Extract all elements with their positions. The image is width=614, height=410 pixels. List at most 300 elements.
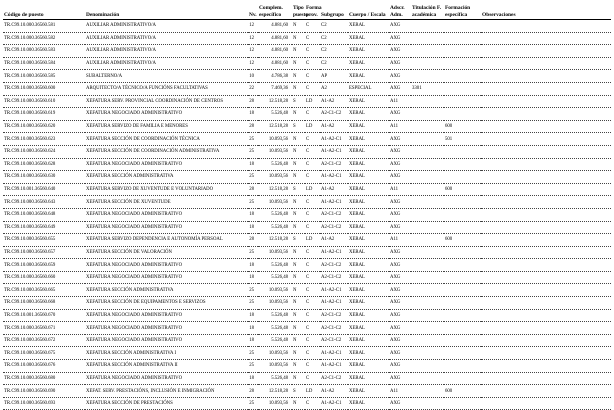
cell-titulacion	[411, 347, 444, 360]
cell-tipo: N	[292, 108, 305, 121]
cell-titulacion	[411, 95, 444, 108]
table-row	[3, 397, 611, 410]
cell-complemento: 5.526,48	[258, 334, 292, 347]
cell-nivel: 18	[248, 108, 258, 121]
cell-complemento: 10.093,56	[258, 397, 292, 410]
cell-subgrupo: A1-A2-C1	[320, 171, 348, 184]
cell-formacion	[444, 372, 481, 385]
cell-cuerpo: XERAL	[348, 57, 389, 70]
cell-complemento: 10.093,56	[258, 171, 292, 184]
cell-nivel: 18	[248, 271, 258, 284]
cell-subgrupo: A2-C1-C2	[320, 334, 348, 347]
table-row	[3, 133, 611, 146]
cell-complemento: 12.518,28	[258, 183, 292, 196]
cell-observaciones	[481, 397, 611, 410]
cell-codigo: TR.C99.10.000.36560.619	[3, 108, 85, 121]
cell-formacion	[444, 259, 481, 272]
cell-complemento: 4.881,60	[258, 20, 292, 33]
cell-denominacion: XEFATURA NEGOCIADO ADMINISTRATIVO	[85, 221, 248, 234]
table-row	[3, 171, 611, 184]
cell-codigo: TR.C99.10.001.36560.640	[3, 183, 85, 196]
cell-denominacion: XEFATURA SERVIZO DEPENDENCIA E AUTONOMÍA PERSOAL	[85, 234, 248, 247]
cell-forma: C	[305, 246, 320, 259]
table-row	[3, 208, 611, 221]
cell-adscripcion: AXG	[389, 32, 411, 45]
cell-forma: C	[305, 20, 320, 33]
cell-adscripcion: AXG	[389, 271, 411, 284]
cell-codigo: TR.C99.10.000.36560.675	[3, 347, 85, 360]
cell-forma: C	[305, 145, 320, 158]
cell-tipo: N	[292, 360, 305, 373]
cell-forma: C	[305, 360, 320, 373]
cell-codigo: TR.C99.10.000.36560.583	[3, 45, 85, 58]
cell-cuerpo: XERAL	[348, 196, 389, 209]
cell-forma: C	[305, 309, 320, 322]
cell-observaciones	[481, 145, 611, 158]
table-row	[3, 297, 611, 310]
cell-nivel: 28	[248, 120, 258, 133]
cell-subgrupo: A2-C1-C2	[320, 158, 348, 171]
cell-nivel: 25	[248, 171, 258, 184]
cell-nivel: 25	[248, 196, 258, 209]
cell-denominacion: ARQUITECTO/A TÉCNICO/A FUNCIÓNS FACULTATIVAS	[85, 82, 248, 95]
cell-titulacion	[411, 334, 444, 347]
cell-forma: LD	[305, 234, 320, 247]
cell-titulacion	[411, 309, 444, 322]
cell-denominacion: AUXILIAR ADMINISTRATIVO/A	[85, 57, 248, 70]
cell-titulacion	[411, 322, 444, 335]
cell-tipo: N	[292, 309, 305, 322]
cell-denominacion: XEFATURA SECCIÓN DE EQUIPAMENTOS E SERVIZOS	[85, 297, 248, 310]
cell-adscripcion: AXG	[389, 221, 411, 234]
cell-subgrupo: A1-A2	[320, 95, 348, 108]
cell-formacion: 600	[444, 183, 481, 196]
cell-nivel: 25	[248, 284, 258, 297]
cell-observaciones	[481, 221, 611, 234]
cell-nivel: 28	[248, 234, 258, 247]
cell-cuerpo: XERAL	[348, 221, 389, 234]
table-row	[3, 32, 611, 45]
cell-nivel: 12	[248, 57, 258, 70]
cell-cuerpo: XERAL	[348, 183, 389, 196]
cell-subgrupo: A2-C1-C2	[320, 271, 348, 284]
cell-tipo: N	[292, 158, 305, 171]
cell-cuerpo: XERAL	[348, 133, 389, 146]
cell-forma: C	[305, 57, 320, 70]
table-row	[3, 196, 611, 209]
table-row	[3, 271, 611, 284]
cell-cuerpo: XERAL	[348, 271, 389, 284]
cell-observaciones	[481, 32, 611, 45]
cell-denominacion: XEFATURA SERVIZO DE FAMILIA E MENORES	[85, 120, 248, 133]
cell-titulacion	[411, 171, 444, 184]
cell-denominacion: XEFATURA SECCIÓN DE COORDINACIÓN ADMINISTRATIVA	[85, 145, 248, 158]
cell-formacion	[444, 284, 481, 297]
cell-observaciones	[481, 158, 611, 171]
cell-codigo: TR.C99.10.000.36560.620	[3, 120, 85, 133]
cell-subgrupo: A1-A2-C1	[320, 284, 348, 297]
cell-formacion	[444, 196, 481, 209]
cell-nivel: 18	[248, 221, 258, 234]
cell-denominacion: AUXILIAR ADMINISTRATIVO/A	[85, 20, 248, 33]
cell-adscripcion: A11	[389, 234, 411, 247]
cell-denominacion: XEFATURA NEGOCIADO ADMINISTRATIVO	[85, 158, 248, 171]
header-denominacion: Denominación	[85, 0, 248, 20]
cell-nivel: 28	[248, 385, 258, 398]
cell-tipo: N	[292, 372, 305, 385]
cell-tipo: N	[292, 20, 305, 33]
cell-denominacion: XEFATURA SECCIÓN DE PRESTACIÓNS	[85, 397, 248, 410]
cell-forma: C	[305, 171, 320, 184]
cell-adscripcion: AXG	[389, 45, 411, 58]
cell-formacion: 501	[444, 133, 481, 146]
cell-titulacion	[411, 385, 444, 398]
cell-codigo: TR.C99.10.000.36560.643	[3, 196, 85, 209]
cell-cuerpo: XERAL	[348, 234, 389, 247]
cell-observaciones	[481, 95, 611, 108]
cell-cuerpo: XERAL	[348, 208, 389, 221]
cell-adscripcion: A11	[389, 385, 411, 398]
cell-denominacion: XEFATURA SERV. PROVINCIAL COORDINACIÓN DE CENTROS	[85, 95, 248, 108]
cell-formacion	[444, 271, 481, 284]
table-body	[3, 20, 611, 410]
cell-complemento: 4.786,38	[258, 70, 292, 83]
cell-cuerpo: XERAL	[348, 372, 389, 385]
cell-forma: C	[305, 82, 320, 95]
cell-complemento: 10.093,56	[258, 360, 292, 373]
cell-formacion	[444, 360, 481, 373]
header-observaciones: Observaciones	[481, 0, 611, 20]
cell-subgrupo: A1-A2-C1	[320, 360, 348, 373]
cell-cuerpo: XERAL	[348, 45, 389, 58]
cell-subgrupo: AP	[320, 70, 348, 83]
header-titulacion: Titulación F. académica	[411, 0, 444, 20]
cell-titulacion	[411, 221, 444, 234]
cell-cuerpo: XERAL	[348, 171, 389, 184]
table-row	[3, 334, 611, 347]
cell-tipo: N	[292, 322, 305, 335]
cell-codigo: TR.C99.10.000.36560.690	[3, 385, 85, 398]
cell-codigo: TR.C99.10.000.36560.657	[3, 246, 85, 259]
cell-complemento: 5.526,48	[258, 372, 292, 385]
cell-adscripcion: AXG	[389, 57, 411, 70]
cell-nivel: 18	[248, 372, 258, 385]
cell-denominacion: AUXILIAR ADMINISTRATIVO/A	[85, 45, 248, 58]
cell-denominacion: XEFAT. SERV. PRESTACIÓNS, INCLUSIÓN E INMIGRACIÓN	[85, 385, 248, 398]
cell-titulacion	[411, 32, 444, 45]
cell-codigo: TR.C99.10.001.36560.670	[3, 309, 85, 322]
table-row	[3, 246, 611, 259]
cell-nivel: 18	[248, 334, 258, 347]
cell-formacion	[444, 221, 481, 234]
cell-subgrupo: C2	[320, 20, 348, 33]
cell-formacion	[444, 57, 481, 70]
cell-codigo: TR.C99.10.000.36560.623	[3, 133, 85, 146]
cell-subgrupo: A2-C1-C2	[320, 309, 348, 322]
table-row	[3, 120, 611, 133]
cell-denominacion: XEFATURA NEGOCIADO ADMINISTRATIVO	[85, 309, 248, 322]
cell-complemento: 10.093,56	[258, 297, 292, 310]
cell-nivel: 25	[248, 246, 258, 259]
cell-adscripcion: AXG	[389, 145, 411, 158]
cell-adscripcion: AXG	[389, 372, 411, 385]
cell-complemento: 10.093,56	[258, 284, 292, 297]
cell-forma: C	[305, 45, 320, 58]
cell-cuerpo: XERAL	[348, 158, 389, 171]
cell-observaciones	[481, 20, 611, 33]
cell-complemento: 5.526,48	[258, 309, 292, 322]
cell-codigo: TR.C99.10.000.36560.665	[3, 284, 85, 297]
cell-denominacion: SUBALTERNO/A	[85, 70, 248, 83]
cell-titulacion: 3301	[411, 82, 444, 95]
cell-cuerpo: XERAL	[348, 297, 389, 310]
cell-titulacion	[411, 360, 444, 373]
cell-denominacion: XEFATURA NEGOCIADO ADMINISTRATIVO	[85, 372, 248, 385]
cell-tipo: S	[292, 120, 305, 133]
cell-cuerpo: XERAL	[348, 95, 389, 108]
cell-codigo: TR.C99.10.000.36560.668	[3, 297, 85, 310]
cell-titulacion	[411, 259, 444, 272]
cell-formacion	[444, 45, 481, 58]
table-row	[3, 145, 611, 158]
cell-titulacion	[411, 45, 444, 58]
cell-observaciones	[481, 208, 611, 221]
table-row	[3, 322, 611, 335]
cell-denominacion: XEFATURA NEGOCIADO ADMINISTRATIVO	[85, 334, 248, 347]
cell-adscripcion: AXG	[389, 309, 411, 322]
cell-observaciones	[481, 108, 611, 121]
table-row	[3, 234, 611, 247]
cell-forma: C	[305, 133, 320, 146]
cell-codigo: TR.C99.10.000.36560.585	[3, 70, 85, 83]
cell-cuerpo: XERAL	[348, 145, 389, 158]
cell-forma: C	[305, 221, 320, 234]
cell-codigo: TR.C99.10.000.36560.672	[3, 334, 85, 347]
cell-tipo: S	[292, 385, 305, 398]
header-formacion: Formación específica	[444, 0, 481, 20]
cell-codigo: TR.C99.10.000.36560.624	[3, 145, 85, 158]
table-row	[3, 221, 611, 234]
cell-cuerpo: XERAL	[348, 246, 389, 259]
table-row	[3, 347, 611, 360]
table-row	[3, 82, 611, 95]
cell-observaciones	[481, 271, 611, 284]
cell-tipo: N	[292, 208, 305, 221]
cell-adscripcion: AXG	[389, 158, 411, 171]
cell-denominacion: XEFATURA SECCIÓN DE COORDINACIÓN TÉCNICA	[85, 133, 248, 146]
header-subgrupo: Subgrupo	[320, 0, 348, 20]
cell-tipo: N	[292, 246, 305, 259]
cell-subgrupo: A1-A2-C1	[320, 145, 348, 158]
cell-adscripcion: AXG	[389, 196, 411, 209]
table-row	[3, 284, 611, 297]
cell-observaciones	[481, 284, 611, 297]
cell-codigo: TR.C99.10.000.36560.676	[3, 360, 85, 373]
header-adscripcion: Adscr. Adm.	[389, 0, 411, 20]
cell-observaciones	[481, 183, 611, 196]
cell-observaciones	[481, 360, 611, 373]
cell-cuerpo: XERAL	[348, 259, 389, 272]
cell-forma: C	[305, 208, 320, 221]
cell-observaciones	[481, 297, 611, 310]
cell-complemento: 5.526,48	[258, 259, 292, 272]
cell-adscripcion: AXG	[389, 297, 411, 310]
cell-nivel: 12	[248, 32, 258, 45]
cell-subgrupo: A2-C1-C2	[320, 322, 348, 335]
cell-adscripcion: A11	[389, 183, 411, 196]
cell-tipo: S	[292, 183, 305, 196]
cell-subgrupo: A1-A2	[320, 183, 348, 196]
cell-nivel: 18	[248, 208, 258, 221]
cell-titulacion	[411, 145, 444, 158]
cell-complemento: 12.518,28	[258, 385, 292, 398]
cell-observaciones	[481, 196, 611, 209]
cell-formacion	[444, 309, 481, 322]
cell-formacion	[444, 145, 481, 158]
cell-nivel: 22	[248, 82, 258, 95]
cell-cuerpo: XERAL	[348, 360, 389, 373]
cell-subgrupo: A1-A2-C1	[320, 347, 348, 360]
cell-codigo: TR.C99.10.000.36560.630	[3, 171, 85, 184]
cell-tipo: N	[292, 57, 305, 70]
cell-adscripcion: AXG	[389, 334, 411, 347]
cell-titulacion	[411, 234, 444, 247]
cell-forma: C	[305, 158, 320, 171]
cell-observaciones	[481, 133, 611, 146]
table-row	[3, 360, 611, 373]
cell-subgrupo: C2	[320, 57, 348, 70]
cell-denominacion: XEFATURA SECCIÓN ADMINISTRATIVA	[85, 171, 248, 184]
cell-tipo: N	[292, 271, 305, 284]
cell-denominacion: XEFATURA NEGOCIADO ADMINISTRATIVO	[85, 208, 248, 221]
cell-subgrupo: A2-C1-C2	[320, 221, 348, 234]
cell-tipo: N	[292, 334, 305, 347]
cell-subgrupo: C2	[320, 32, 348, 45]
cell-codigo: TR.C99.10.000.36560.628	[3, 158, 85, 171]
cell-titulacion	[411, 372, 444, 385]
cell-codigo: TR.C99.10.000.36560.680	[3, 372, 85, 385]
cell-observaciones	[481, 322, 611, 335]
cell-adscripcion: AXG	[389, 397, 411, 410]
cell-denominacion: XEFATURA SECCIÓN ADMINISTRATIVA I	[85, 347, 248, 360]
cell-titulacion	[411, 397, 444, 410]
table-header-row	[3, 0, 611, 20]
cell-nivel: 28	[248, 95, 258, 108]
table-row	[3, 158, 611, 171]
cell-cuerpo: XERAL	[348, 334, 389, 347]
cell-tipo: N	[292, 45, 305, 58]
cell-subgrupo: A1-A2	[320, 385, 348, 398]
cell-formacion	[444, 171, 481, 184]
cell-forma: C	[305, 196, 320, 209]
cell-subgrupo: A1-A2	[320, 120, 348, 133]
header-codigo: Código de puesto	[3, 0, 85, 20]
cell-cuerpo: XERAL	[348, 347, 389, 360]
header-cuerpo: Cuerpo / Escala	[348, 0, 389, 20]
cell-subgrupo: A2	[320, 82, 348, 95]
cell-adscripcion: AXG	[389, 82, 411, 95]
cell-nivel: 25	[248, 145, 258, 158]
cell-cuerpo: XERAL	[348, 322, 389, 335]
cell-formacion	[444, 347, 481, 360]
cell-nivel: 12	[248, 45, 258, 58]
cell-cuerpo: XERAL	[348, 284, 389, 297]
cell-nivel: 18	[248, 309, 258, 322]
cell-complemento: 7.469,36	[258, 82, 292, 95]
cell-forma: C	[305, 108, 320, 121]
cell-denominacion: XEFATURA NEGOCIADO ADMINISTRATIVO	[85, 259, 248, 272]
cell-tipo: N	[292, 397, 305, 410]
header-tipo: Tipo puesto	[292, 0, 305, 20]
table-row	[3, 20, 611, 33]
cell-titulacion	[411, 158, 444, 171]
cell-adscripcion: AXG	[389, 108, 411, 121]
cell-titulacion	[411, 271, 444, 284]
table-row	[3, 45, 611, 58]
cell-complemento: 10.093,56	[258, 133, 292, 146]
cell-cuerpo: ESPECIAL	[348, 82, 389, 95]
cell-codigo: TR.C99.10.000.36560.610	[3, 95, 85, 108]
cell-forma: C	[305, 322, 320, 335]
cell-adscripcion: AXG	[389, 208, 411, 221]
cell-formacion	[444, 70, 481, 83]
cell-adscripcion: AXG	[389, 284, 411, 297]
cell-titulacion	[411, 284, 444, 297]
cell-forma: C	[305, 372, 320, 385]
header-nivel: Nv.	[248, 0, 258, 20]
cell-observaciones	[481, 234, 611, 247]
cell-tipo: S	[292, 95, 305, 108]
cell-forma: C	[305, 397, 320, 410]
cell-observaciones	[481, 347, 611, 360]
cell-titulacion	[411, 196, 444, 209]
cell-observaciones	[481, 385, 611, 398]
cell-complemento: 12.518,28	[258, 95, 292, 108]
table-row	[3, 385, 611, 398]
cell-nivel: 25	[248, 397, 258, 410]
header-forma: Forma prov.	[305, 0, 320, 20]
table-row	[3, 309, 611, 322]
cell-forma: C	[305, 334, 320, 347]
cell-tipo: N	[292, 145, 305, 158]
cell-subgrupo: A1-A2-C1	[320, 196, 348, 209]
cell-complemento: 10.093,56	[258, 246, 292, 259]
cell-titulacion	[411, 108, 444, 121]
cell-complemento: 4.881,60	[258, 57, 292, 70]
cell-formacion: 600	[444, 120, 481, 133]
cell-complemento: 10.093,56	[258, 145, 292, 158]
cell-formacion: 600	[444, 385, 481, 398]
cell-formacion	[444, 334, 481, 347]
header-complemento: Complem. específico	[258, 0, 292, 20]
cell-adscripcion: AXG	[389, 171, 411, 184]
cell-formacion	[444, 82, 481, 95]
positions-table	[3, 0, 611, 410]
cell-denominacion: XEFATURA NEGOCIADO ADMINISTRATIVO	[85, 322, 248, 335]
cell-tipo: N	[292, 347, 305, 360]
cell-forma: C	[305, 284, 320, 297]
cell-forma: LD	[305, 183, 320, 196]
cell-formacion	[444, 95, 481, 108]
cell-subgrupo: A1-A2-C1	[320, 397, 348, 410]
cell-denominacion: XEFATURA SECCIÓN DE XUVENTUDE	[85, 196, 248, 209]
cell-nivel: 18	[248, 158, 258, 171]
cell-formacion	[444, 108, 481, 121]
cell-complemento: 12.518,28	[258, 234, 292, 247]
cell-codigo: TR.C99.10.000.36560.649	[3, 221, 85, 234]
cell-nivel: 25	[248, 347, 258, 360]
cell-titulacion	[411, 57, 444, 70]
